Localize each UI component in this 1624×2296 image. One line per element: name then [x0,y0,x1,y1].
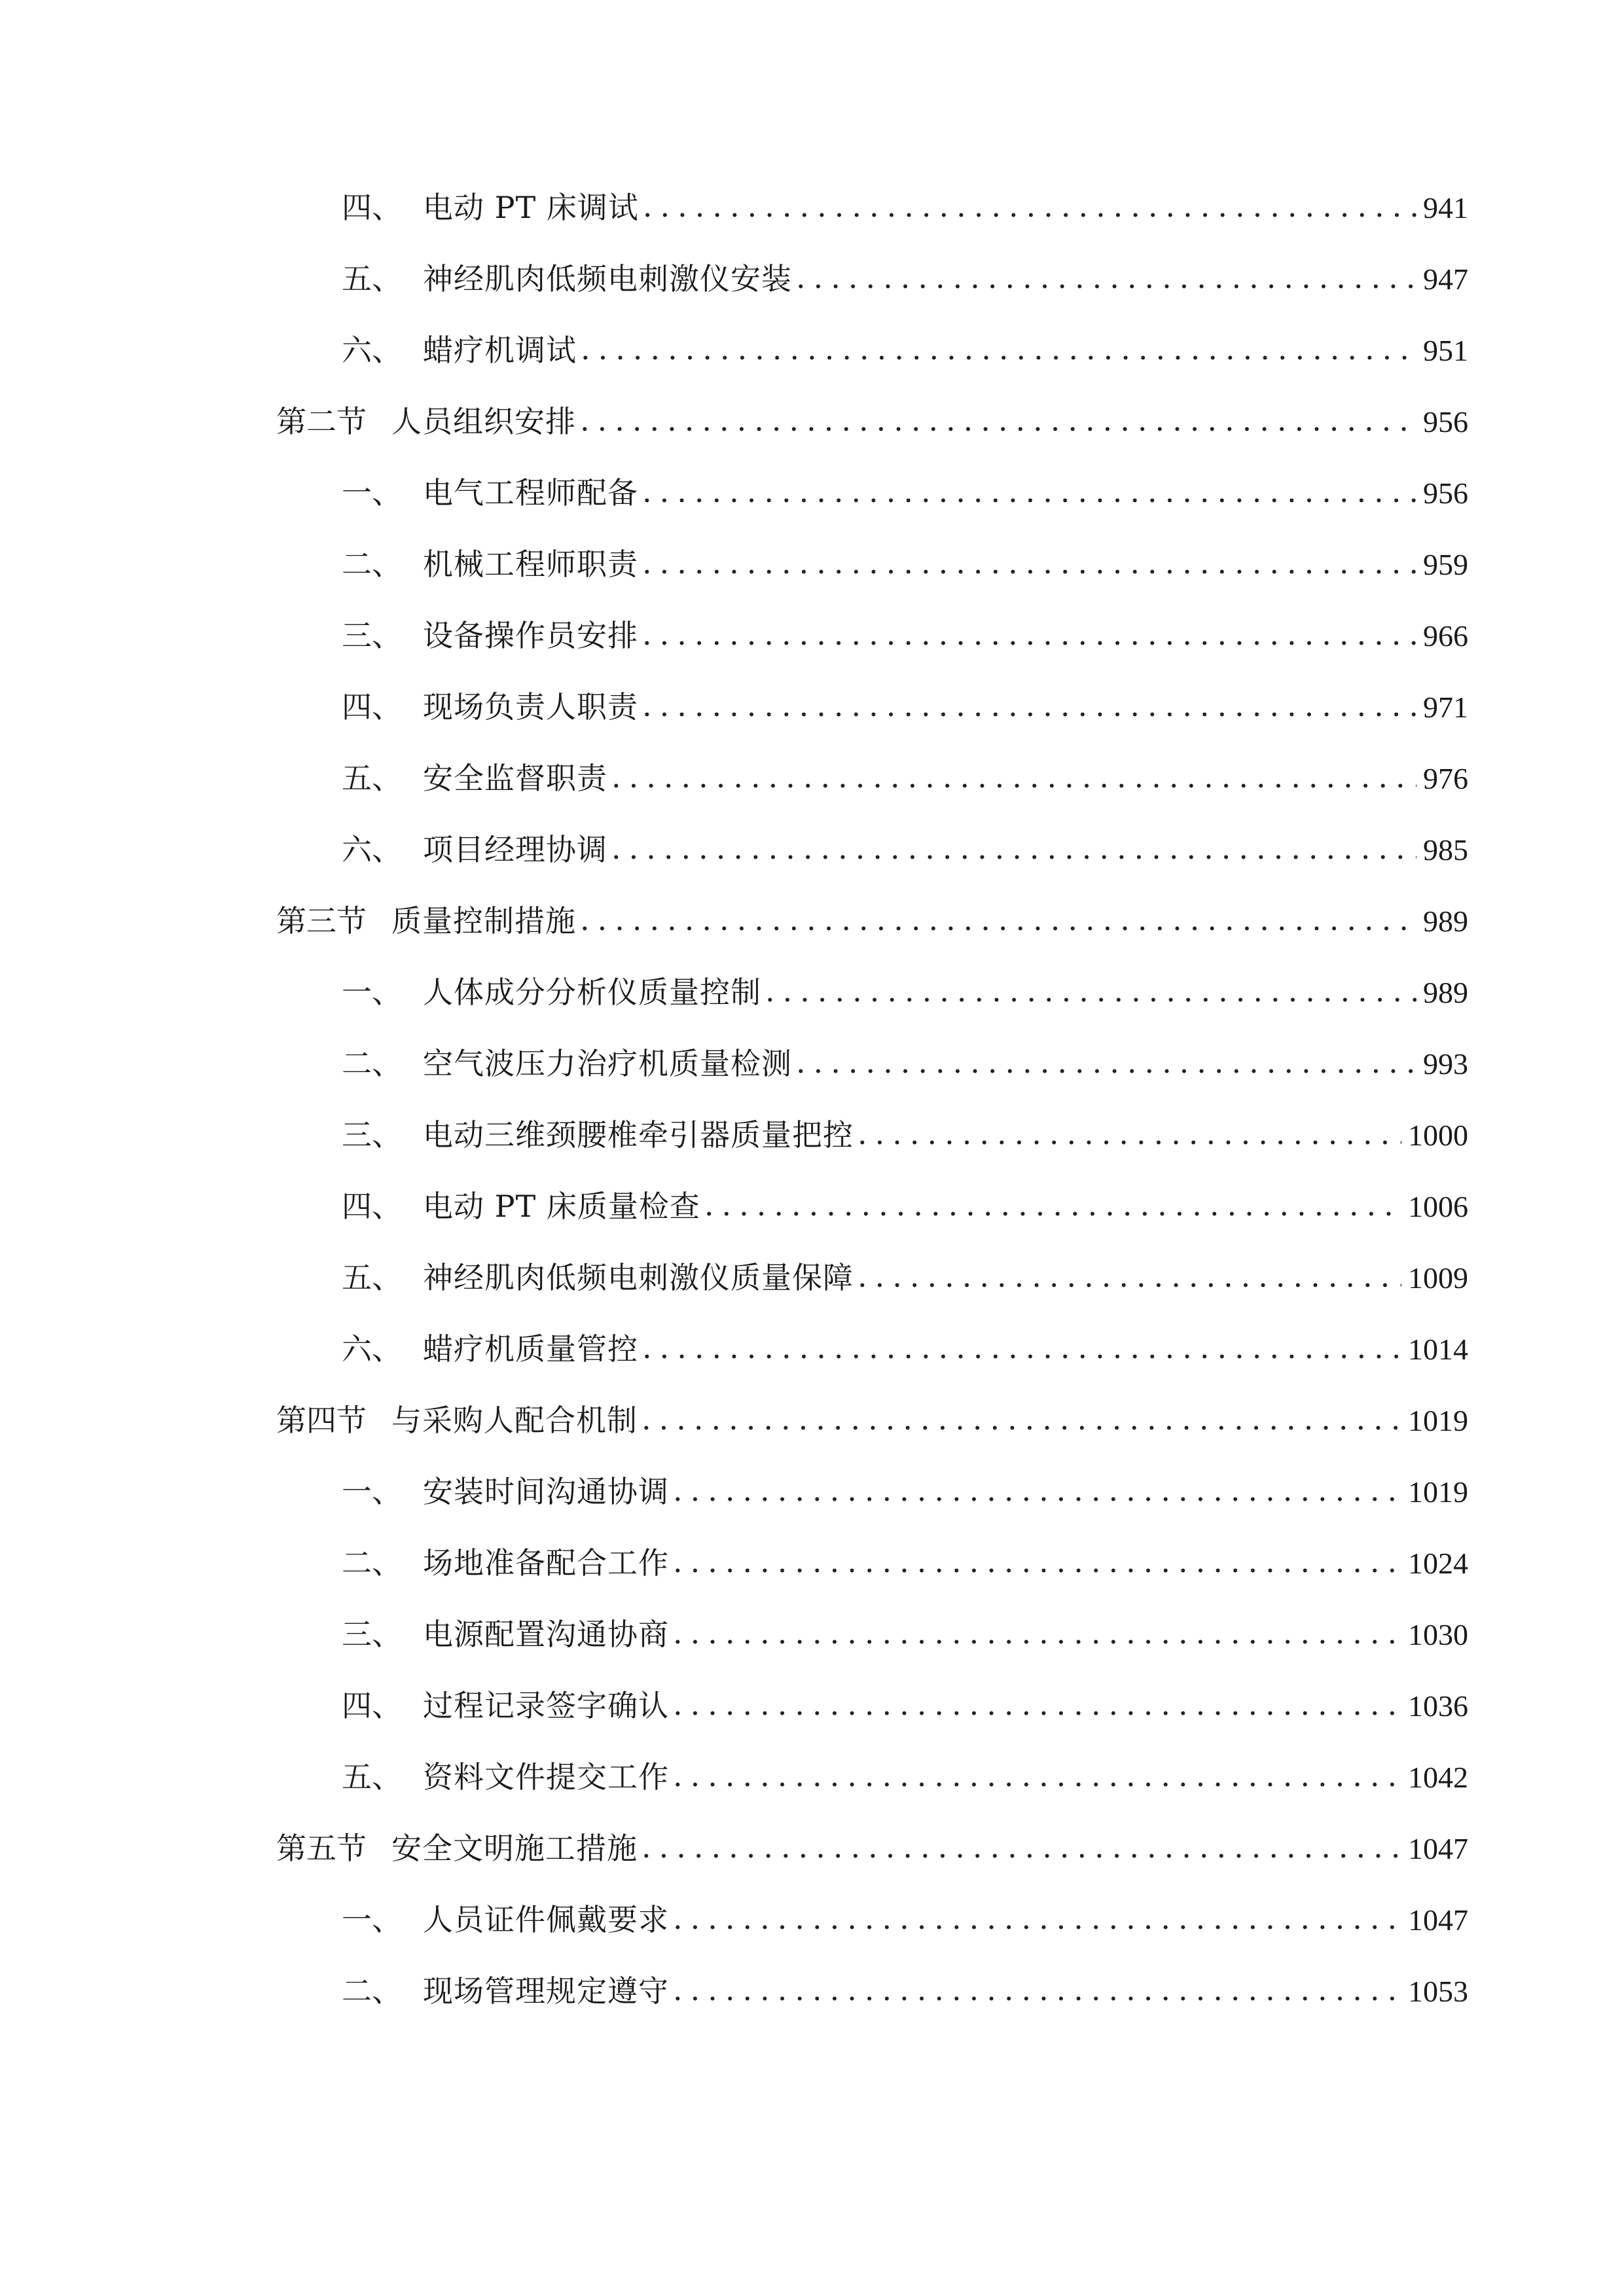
toc-dot-leader [580,397,1416,443]
toc-subsection-entry[interactable] [342,1469,1468,1515]
toc-page-number: 1047 [1408,1832,1468,1865]
toc-subsection-entry[interactable] [342,1611,1468,1657]
toc-dot-leader [611,825,1416,871]
toc-subsection-entry[interactable] [342,1255,1468,1300]
toc-entry-title: 电源配置沟通协商 [423,1617,669,1652]
toc-subsection-entry[interactable] [342,755,1468,801]
toc-entry-number: 一、 [342,1902,402,1937]
toc-page-number: 1036 [1408,1689,1468,1723]
toc-entry-title: 电动 PT 床质量检查 [423,1189,700,1224]
toc-dot-leader [642,683,1416,728]
toc-entry-title: 人员证件佩戴要求 [423,1902,669,1937]
toc-entry-title: 安全监督职责 [423,761,607,796]
toc-subsection-entry[interactable] [342,1326,1468,1372]
toc-entry-number: 五、 [342,761,402,796]
toc-subsection-entry[interactable] [342,1183,1468,1229]
toc-entry-number: 六、 [342,332,402,368]
toc-page-number: 976 [1423,762,1468,795]
toc-subsection-entry[interactable] [342,256,1468,302]
toc-entry-number: 六、 [342,1331,402,1367]
toc-entry-title: 质量控制措施 [391,903,576,939]
toc-section-entry[interactable] [276,399,1468,444]
toc-page-number: 1030 [1408,1618,1468,1651]
toc-dot-leader [641,1824,1401,1870]
toc-entry-number: 五、 [342,261,402,296]
toc-dot-leader [796,255,1416,300]
toc-dot-leader [765,968,1416,1014]
toc-entry-title: 机械工程师职责 [423,547,638,582]
toc-entry-title: 电动三维颈腰椎牵引器质量把控 [423,1117,854,1153]
toc-entry-number: 第二节 [276,404,367,439]
toc-dot-leader [642,1325,1401,1371]
toc-page-number: 989 [1423,905,1468,938]
toc-page-number: 1047 [1408,1903,1468,1937]
toc-subsection-entry[interactable] [342,470,1468,516]
toc-page-number: 966 [1423,619,1468,653]
toc-entry-number: 一、 [342,975,402,1010]
toc-section-entry[interactable] [276,1397,1468,1443]
toc-entry-number: 四、 [342,1688,402,1723]
toc-entry-number: 三、 [342,1117,402,1153]
toc-page-number: 941 [1423,191,1468,224]
toc-dot-leader [611,754,1416,800]
toc-entry-number: 第五节 [276,1831,367,1866]
toc-dot-leader [643,183,1416,229]
toc-subsection-entry[interactable] [342,827,1468,872]
toc-entry-title: 与采购人配合机制 [391,1403,638,1438]
toc-subsection-entry[interactable] [342,327,1468,373]
toc-entry-title: 资料文件提交工作 [423,1759,669,1795]
toc-subsection-entry[interactable] [342,1683,1468,1729]
toc-entry-number: 五、 [342,1759,402,1795]
toc-page-number: 947 [1423,262,1468,296]
toc-entry-title: 现场管理规定遵守 [423,1973,669,2009]
toc-page-number: 956 [1423,405,1468,439]
toc-dot-leader [642,540,1416,586]
toc-entry-number: 四、 [342,689,402,725]
toc-entry-title: 空气波压力治疗机质量检测 [423,1046,792,1081]
toc-subsection-entry[interactable] [342,684,1468,730]
toc-subsection-entry[interactable] [342,1540,1468,1586]
toc-section-entry[interactable] [276,898,1468,944]
toc-page-number: 959 [1423,548,1468,581]
toc-page-number: 971 [1423,691,1468,724]
toc-subsection-entry[interactable] [342,1754,1468,1800]
toc-entry-number: 三、 [342,1617,402,1652]
toc-dot-leader [641,1396,1401,1442]
toc-entry-number: 第四节 [276,1403,367,1438]
toc-dot-leader [857,1253,1401,1299]
toc-page-number: 985 [1423,833,1468,867]
toc-section-entry[interactable] [276,1825,1468,1871]
toc-subsection-entry[interactable] [342,1112,1468,1158]
toc-dot-leader [673,1895,1401,1941]
toc-entry-title: 神经肌肉低频电刺激仪安装 [423,261,792,296]
toc-entry-number: 六、 [342,832,402,867]
toc-entry-title: 过程记录签字确认 [423,1688,669,1723]
toc-entry-number: 第三节 [276,903,367,939]
toc-dot-leader [673,1967,1401,2013]
toc-subsection-entry[interactable] [342,613,1468,658]
toc-entry-title: 人员组织安排 [391,404,576,439]
toc-page-number: 1019 [1408,1404,1468,1437]
toc-page-number: 956 [1423,476,1468,510]
toc-entry-title: 电动 PT 床调试 [423,190,639,225]
toc-entry-number: 四、 [342,1189,402,1224]
toc-entry-number: 一、 [342,475,402,511]
toc-entry-title: 蜡疗机质量管控 [423,1331,638,1367]
toc-dot-leader [580,897,1416,942]
toc-entry-title: 电气工程师配备 [423,475,638,511]
toc-entry-number: 二、 [342,1046,402,1081]
toc-subsection-entry[interactable] [342,969,1468,1015]
toc-page-number: 1042 [1408,1761,1468,1794]
toc-entry-title: 项目经理协调 [423,832,607,867]
toc-page-number: 993 [1423,1047,1468,1081]
toc-page-number: 1006 [1408,1190,1468,1223]
toc-entry-number: 三、 [342,618,402,653]
toc-dot-leader [673,1681,1401,1727]
toc-entry-number: 二、 [342,1973,402,2009]
toc-page-number: 1019 [1408,1475,1468,1509]
toc-page-number: 1014 [1408,1333,1468,1366]
toc-dot-leader [581,326,1416,372]
toc-page-number: 951 [1423,334,1468,367]
toc-entry-title: 神经肌肉低频电刺激仪质量保障 [423,1260,854,1295]
toc-page-number: 1000 [1408,1119,1468,1152]
toc-page-number: 1053 [1408,1975,1468,2008]
toc-entry-number: 五、 [342,1260,402,1295]
toc-entry-title: 现场负责人职责 [423,689,638,725]
toc-dot-leader [642,611,1416,657]
toc-dot-leader [642,469,1416,514]
toc-dot-leader [673,1539,1401,1585]
toc-dot-leader [673,1753,1401,1799]
toc-page-number: 1024 [1408,1547,1468,1580]
toc-page-number: 1009 [1408,1261,1468,1295]
toc-entry-title: 蜡疗机调试 [423,332,577,368]
toc-entry-number: 四、 [342,190,402,225]
toc-dot-leader [673,1467,1401,1513]
toc-entry-title: 场地准备配合工作 [423,1545,669,1581]
toc-subsection-entry[interactable] [342,1041,1468,1086]
toc-dot-leader [704,1182,1401,1228]
toc-entry-title: 设备操作员安排 [423,618,638,653]
toc-entry-title: 人体成分分析仪质量控制 [423,975,761,1010]
toc-subsection-entry[interactable] [342,185,1468,230]
toc-subsection-entry[interactable] [342,541,1468,587]
toc-entry-number: 二、 [342,547,402,582]
toc-entry-number: 一、 [342,1474,402,1509]
toc-dot-leader [857,1111,1401,1157]
toc-dot-leader [796,1039,1416,1085]
toc-page-number: 989 [1423,976,1468,1009]
toc-subsection-entry[interactable] [342,1968,1468,2014]
toc-entry-title: 安装时间沟通协调 [423,1474,669,1509]
toc-entry-number: 二、 [342,1545,402,1581]
toc-subsection-entry[interactable] [342,1897,1468,1943]
toc-entry-title: 安全文明施工措施 [391,1831,638,1866]
toc-dot-leader [673,1610,1401,1656]
